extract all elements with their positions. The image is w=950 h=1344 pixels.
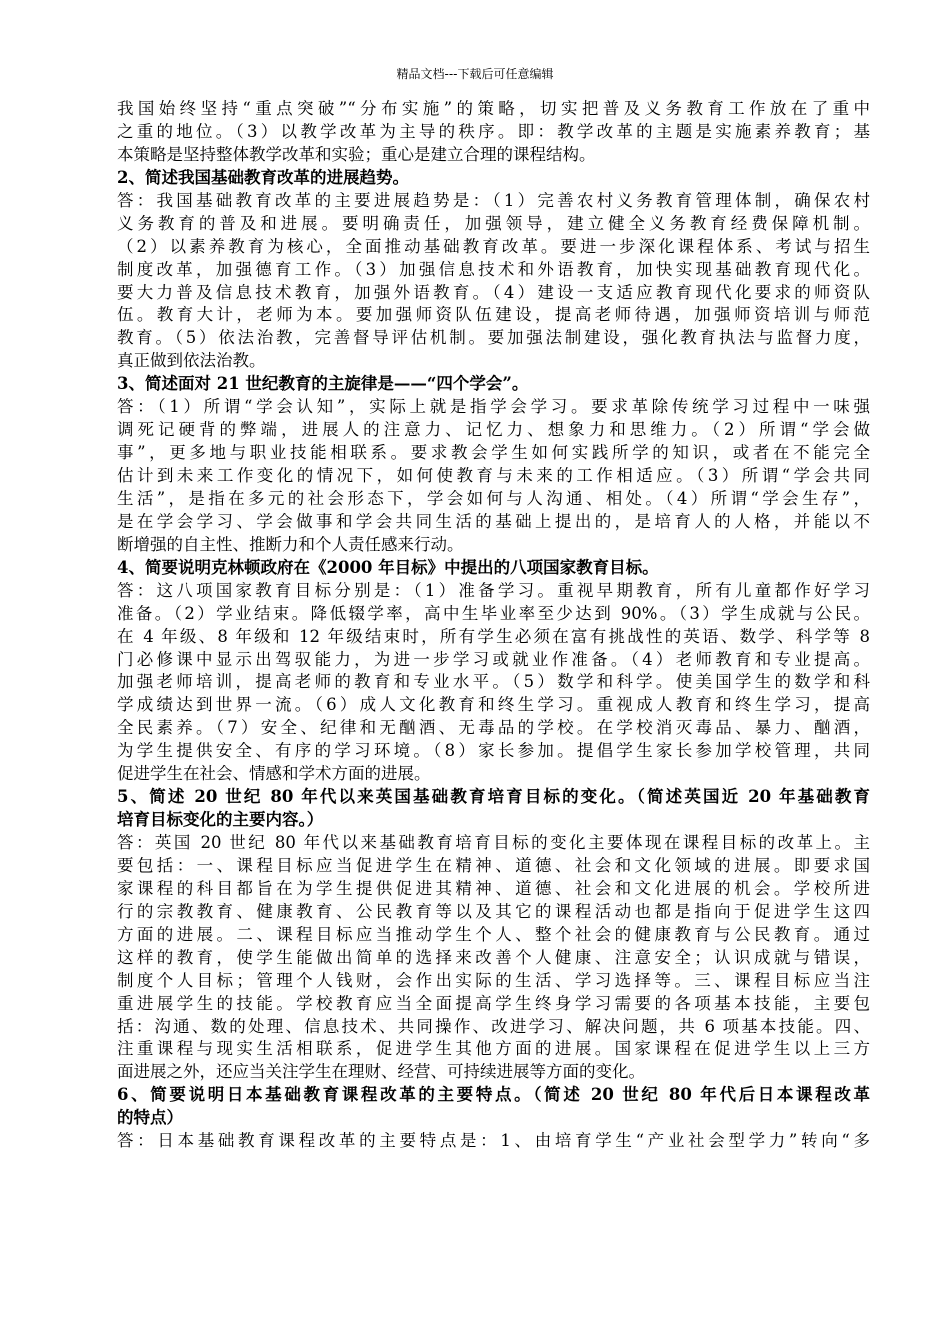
text-line: 括：沟通、数的处理、信息技术、共同操作、改进学习、解决问题，共 6 项基本技能。四、 — [117, 1016, 870, 1036]
text-line: 我国始终坚持“重点突破”“分布实施”的策略，切实把普及义务教育工作放在了重中 — [117, 99, 870, 118]
text-line: 答：英国 20 世纪 80 年代以来基础教育培育目标的变化主要体现在课程目标的改革上。主 — [117, 833, 870, 852]
question-heading-line: 6、简要说明日本基础教育课程改革的主要特点。（简述 20 世纪 80 年代后日本课程改革 — [117, 1085, 870, 1105]
text-line: 家课程的科目都旨在为学生提供促进其精神、道德、社会和文化进展的机会。学校所进 — [117, 878, 870, 898]
question-heading-line: 5、简述 20 世纪 80 年代以来英国基础教育培育目标的变化。（简述英国近 20 年基础教育 — [117, 787, 870, 807]
text-line: 答：（1）所谓“学会认知”，实际上就是指学会学习。要求革除传统学习过程中一味强 — [117, 397, 870, 417]
question-heading-line: 3、简述面对 21 世纪教育的主旋律是——“四个学会”。 — [117, 374, 529, 394]
text-line: 这样的教育，使学生能做出简单的选择来改善个人健康、注意安全；认识成就与错误， — [117, 947, 870, 967]
text-line: 伍。教育大计，老师为本。要加强师资队伍建设，提高老师待遇，加强师资培训与师范 — [117, 305, 870, 325]
text-line: 之重的地位。（3）以教学改革为主导的秩序。即：教学改革的主题是实施素养教育；基 — [117, 121, 870, 141]
text-line: 注重课程与现实生活相联系，促进学生其他方面的进展。国家课程在促进学生以上三方 — [117, 1039, 870, 1059]
text-line: 答：日本基础教育课程改革的主要特点是：1、由培育学生“产业社会型学力”转向“多 — [117, 1131, 870, 1151]
text-line: 教育。（5）依法治教，完善督导评估机制。要加强法制建设，强化教育执法与监督力度， — [117, 328, 870, 348]
text-line: 重进展学生的技能。学校教育应当全面提高学生终身学习需要的各项基本技能，主要包 — [117, 993, 870, 1013]
text-line: 生活”，是指在多元的社会形态下，学会如何与人沟通、相处。（4）所谓“学会生存”， — [117, 488, 870, 508]
text-line: 门必修课中显示出驾驭能力，为进一步学习或就业作准备。（4）老师教育和专业提高。 — [117, 649, 870, 669]
text-line: 是在学会学习、学会做事和学会共同生活的基础上提出的，是培育人的人格，并能以不 — [117, 511, 870, 531]
text-line: 促进学生在社会、情感和学术方面的进展。 — [117, 764, 431, 784]
text-line: 断增强的自主性、推断力和个人责任感来行动。 — [117, 534, 464, 554]
text-line: 在 4 年级、8 年级和 12 年级结束时，所有学生必须在富有挑战性的英语、数学、科学等 8 — [117, 626, 870, 646]
text-line: 估计到未来工作变化的情况下，如何使教育与未来的工作相适应。（3）所谓“学会共同 — [117, 466, 870, 485]
text-line: 事”，更多地与职业技能相联系。要求教会学生如何实践所学的知识，或者在不能完全 — [117, 443, 870, 463]
text-line: 制度个人目标；管理个人钱财，会作出实际的生活、学习选择等。三、课程目标应当注 — [117, 970, 870, 990]
question-heading-line: 的特点） — [117, 1108, 183, 1128]
question-heading-line: 培育目标变化的主要内容。） — [117, 810, 324, 830]
text-line: 要包括：一、课程目标应当促进学生在精神、道德、社会和文化领域的进展。即要求国 — [117, 855, 870, 875]
text-line: 行的宗教教育、健康教育、公民教育等以及其它的课程活动也都是指向于促进学生这四 — [117, 901, 870, 921]
text-line: 义务教育的普及和进展。要明确责任，加强领导，建立健全义务教育经费保障机制。 — [117, 213, 870, 233]
text-line: 要大力普及信息技术教育，加强外语教育。（4）建设一支适应教育现代化要求的师资队 — [117, 282, 870, 302]
text-line: 真正做到依法治教。 — [117, 351, 266, 371]
page-header: 精品文档---下载后可任意编辑 — [396, 67, 554, 81]
text-line: 调死记硬背的弊端，进展人的注意力、记忆力、想象力和思维力。（2）所谓“学会做 — [117, 420, 870, 440]
text-line: 为学生提供安全、有序的学习环境。（8）家长参加。提倡学生家长参加学校管理，共同 — [117, 741, 870, 761]
question-heading-line: 2、简述我国基础教育改革的进展趋势。 — [117, 167, 409, 187]
document-body — [117, 98, 870, 1153]
text-line: 答：我国基础教育改革的主要进展趋势是：（1）完善农村义务教育管理体制，确保农村 — [117, 190, 870, 210]
text-line: 本策略是坚持整体教学改革和实验；重心是建立合理的课程结构。 — [117, 144, 596, 164]
text-line: 面进展之外，还应当关注学生在理财、经营、可持续进展等方面的变化。 — [117, 1062, 645, 1082]
text-line: 加强老师培训，提高老师的教育和专业水平。（5）数学和科学。使美国学生的数学和科 — [117, 672, 870, 692]
text-line: 全民素养。（7）安全、纪律和无酗酒、无毒品的学校。在学校消灭毒品、暴力、酗酒， — [117, 718, 870, 738]
text-line: 制度改革，加强德育工作。（3）加强信息技术和外语教育，加快实现基础教育现代化。 — [117, 259, 870, 279]
text-line: （2）以素养教育为核心，全面推动基础教育改革。要进一步深化课程体系、考试与招生 — [117, 236, 870, 256]
text-line: 答：这八项国家教育目标分别是：（1）准备学习。重视早期教育，所有儿童都作好学习 — [117, 580, 870, 600]
text-line: 准备。（2）学业结束。降低辍学率，高中生毕业率至少达到 90%。（3）学生成就与公民。 — [117, 603, 870, 623]
text-line: 学成绩达到世界一流。（6）成人文化教育和终生学习。重视成人教育和终生学习，提高 — [117, 695, 870, 715]
text-line: 方面的进展。二、课程目标应当推动学生个人、整个社会的健康教育与公民教育。通过 — [117, 924, 870, 944]
question-heading-line: 4、简要说明克林顿政府在《2000 年目标》中提出的八项国家教育目标。 — [117, 557, 659, 577]
